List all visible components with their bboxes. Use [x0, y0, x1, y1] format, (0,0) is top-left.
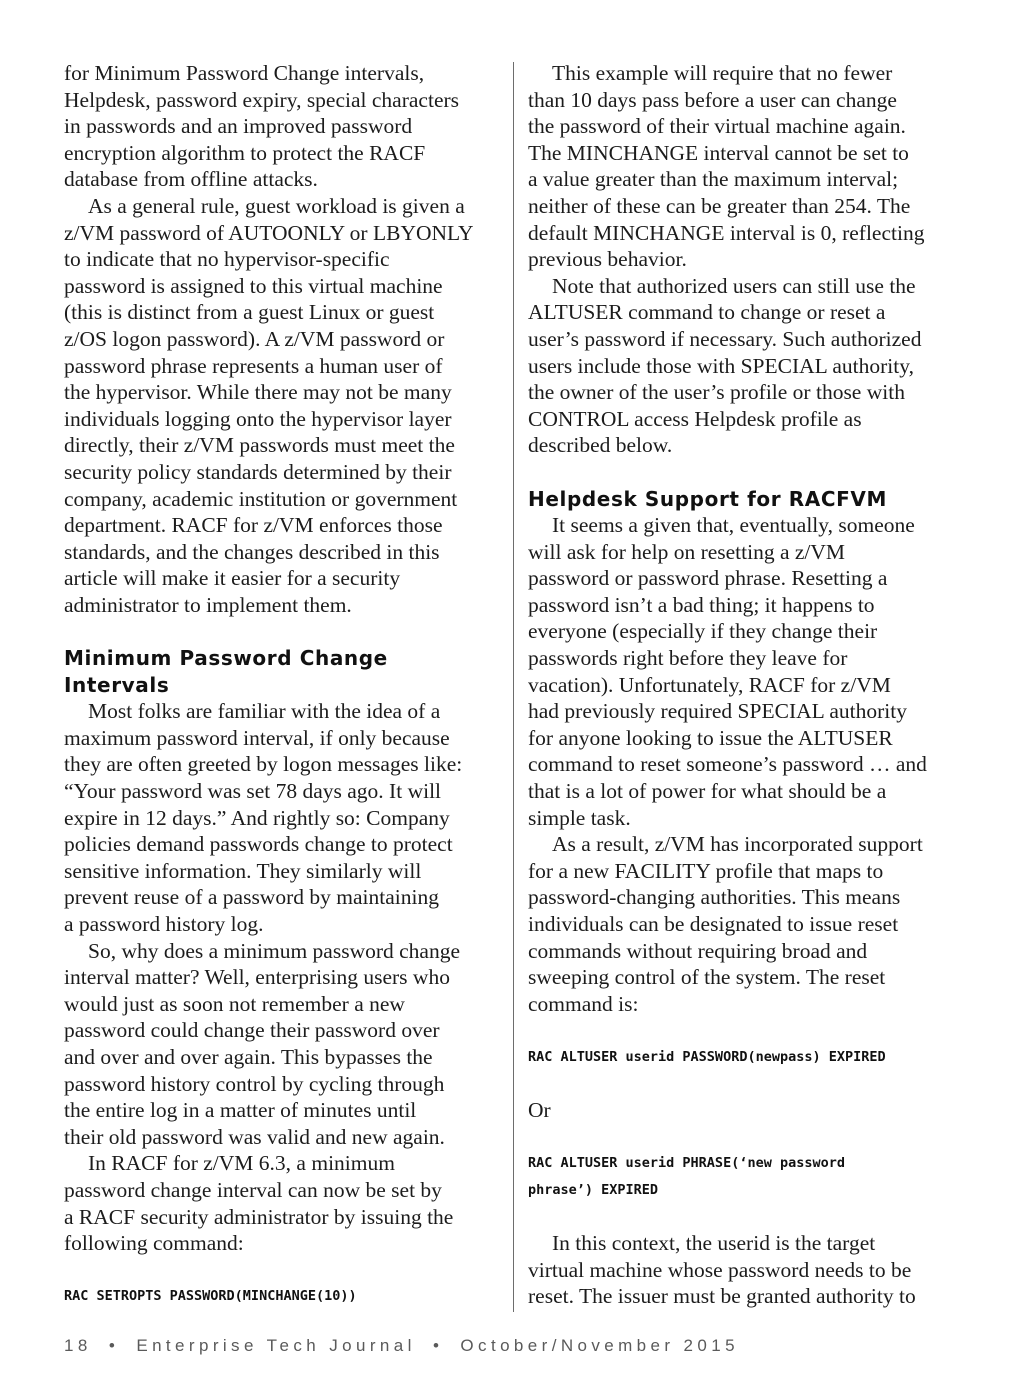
or-text: Or [528, 1098, 551, 1123]
text-line: individuals logging onto the hypervisor layer [64, 406, 452, 431]
text-line: following command: [64, 1231, 244, 1256]
text-line: command is: [528, 991, 639, 1016]
text-line: “Your password was set 78 days ago. It will [64, 779, 442, 804]
text-line: everyone (especially if they change their [528, 619, 878, 644]
text-line: As a result, z/VM has incorporated support [552, 832, 923, 857]
text-line: individuals can be designated to issue reset [528, 912, 899, 936]
example-paragraph [528, 60, 968, 273]
altuser-phrase-command [528, 1150, 968, 1203]
journal-name: Enterprise Tech Journal [136, 1336, 416, 1355]
text-line: vacation). Unfortunately, RACF for z/VM [528, 672, 891, 697]
footer-bullet: • [108, 1336, 120, 1355]
paragraph-spacer [528, 459, 968, 486]
text-line: password or password phrase. Resetting a [528, 566, 888, 591]
text-line: and over and over again. This bypasses the [64, 1044, 433, 1069]
text-line: they are often greeted by logon messages like: [64, 752, 463, 777]
text-line: company, academic institution or government [64, 486, 458, 511]
text-line: article will make it easier for a security [64, 566, 401, 591]
text-line: password is assigned to this virtual machine [64, 273, 443, 298]
text-line: default MINCHANGE interval is 0, reflecting [528, 220, 925, 245]
text-line: In this context, the userid is the target [552, 1231, 876, 1256]
text-line: expire in 12 days.” And rightly so: Company [64, 805, 450, 830]
text-line: As a general rule, guest workload is given a [88, 193, 465, 218]
text-line: a value greater than the maximum interval; [528, 167, 899, 192]
text-line: would just as soon not remember a new [64, 991, 405, 1016]
altuser-password-command: RAC ALTUSER userid PASSWORD(newpass) EXPIRED [528, 1048, 886, 1065]
code-line: RAC ALTUSER userid PHRASE(‘new password [528, 1155, 845, 1172]
text-line: sweeping control of the system. The reset [528, 965, 886, 990]
text-line: than 10 days pass before a user can change [528, 87, 897, 112]
text-line: Note that authorized users can still use the [552, 273, 916, 298]
text-line: maximum password interval, if only because [64, 725, 450, 750]
text-line: password isn’t a bad thing; it happens to [528, 592, 875, 617]
paragraph-spacer [528, 1204, 968, 1231]
right-column [528, 60, 968, 1310]
page-number: 18 [64, 1336, 92, 1355]
text-line: in passwords and an improved password [64, 114, 413, 139]
text-line: for anyone looking to issue the ALTUSER [528, 725, 893, 750]
text-line: a RACF security administrator by issuing the [64, 1204, 454, 1229]
text-line: the password of their virtual machine again. [528, 114, 906, 139]
text-line: a password history log. [64, 912, 264, 936]
text-line: the owner of the user’s profile or those with [528, 380, 905, 405]
text-line: password history control by cycling through [64, 1071, 445, 1096]
text-line: password phrase represents a human user of [64, 353, 443, 378]
footer-bullet: • [432, 1336, 444, 1355]
racf-paragraph [64, 1150, 500, 1256]
section-heading-helpdesk: Helpdesk Support for RACFVM [528, 486, 887, 511]
paragraph-spacer [64, 1257, 500, 1284]
text-line: virtual machine whose password needs to be [528, 1257, 912, 1282]
text-line: password-changing authorities. This means [528, 885, 901, 910]
text-line: policies demand passwords change to protect [64, 832, 453, 857]
text-line: sensitive information. They similarly will [64, 858, 422, 883]
text-line: simple task. [528, 805, 631, 830]
text-line: CONTROL access Helpdesk profile as [528, 406, 862, 431]
text-line: ALTUSER command to change or reset a [528, 300, 886, 325]
code-line: phrase’) EXPIRED [528, 1181, 659, 1198]
column-divider [513, 62, 514, 1312]
text-line: that is a lot of power for what should be a [528, 779, 887, 804]
issue-date: October/November 2015 [460, 1336, 739, 1355]
result-paragraph [528, 831, 968, 1017]
page-footer [64, 1336, 739, 1356]
paragraph-spacer [528, 1124, 968, 1151]
left-column [64, 60, 500, 1310]
paragraph-spacer [528, 1071, 968, 1098]
text-line: It seems a given that, eventually, someone [552, 513, 915, 538]
note-paragraph [528, 273, 968, 459]
text-line: database from offline attacks. [64, 167, 318, 192]
text-line: z/OS logon password). A z/VM password or [64, 326, 445, 351]
text-line: previous behavior. [528, 247, 687, 272]
text-line: department. RACF for z/VM enforces those [64, 513, 443, 538]
text-line: command to reset someone’s password … and [528, 752, 927, 777]
text-line: The MINCHANGE interval cannot be set to [528, 140, 909, 165]
text-line: their old password was valid and new again. [64, 1124, 445, 1149]
text-line: for a new FACILITY profile that maps to [528, 858, 884, 883]
text-line: the entire log in a matter of minutes until [64, 1098, 417, 1123]
text-line: So, why does a minimum password change [88, 938, 461, 963]
text-line: standards, and the changes described in this [64, 539, 440, 564]
text-line: security policy standards determined by their [64, 459, 452, 484]
text-line: Most folks are familiar with the idea of a [88, 699, 441, 724]
text-line: interval matter? Well, enterprising users who [64, 965, 450, 990]
intro-paragraph [64, 60, 500, 193]
text-line: In RACF for z/VM 6.3, a minimum [88, 1151, 395, 1176]
text-line: users include those with SPECIAL authority, [528, 353, 914, 378]
text-line: administrator to implement them. [64, 592, 352, 617]
text-line: encryption algorithm to protect the RACF [64, 140, 426, 165]
text-line: z/VM password of AUTOONLY or LBYONLY [64, 220, 474, 245]
guest-workload-paragraph [64, 193, 500, 619]
text-line: (this is distinct from a guest Linux or guest [64, 300, 435, 325]
text-line: directly, their z/VM passwords must meet the [64, 433, 455, 458]
text-line: described below. [528, 433, 673, 458]
text-line: passwords right before they leave for [528, 646, 848, 671]
text-line: neither of these can be greater than 254. The [528, 193, 911, 218]
context-paragraph [528, 1230, 968, 1310]
helpdesk-paragraph [528, 512, 968, 831]
text-line: reset. The issuer must be granted authority to [528, 1284, 916, 1309]
text-line: the hypervisor. While there may not be many [64, 380, 452, 405]
text-line: prevent reuse of a password by maintaining [64, 885, 439, 910]
section-heading-min-password [64, 645, 500, 698]
text-line: user’s password if necessary. Such authorized [528, 326, 922, 351]
setropts-command: RAC SETROPTS PASSWORD(MINCHANGE(10)) [64, 1288, 357, 1305]
paragraph-spacer [64, 618, 500, 645]
text-line: password could change their password over [64, 1018, 440, 1043]
text-line: will ask for help on resetting a z/VM [528, 539, 846, 564]
heading-line: Intervals [64, 672, 170, 697]
familiar-paragraph [64, 698, 500, 937]
heading-line: Minimum Password Change [64, 646, 388, 671]
text-line: for Minimum Password Change intervals, [64, 61, 425, 85]
text-line: to indicate that no hypervisor-specific [64, 247, 390, 272]
paragraph-spacer [528, 1017, 968, 1044]
text-line: Helpdesk, password expiry, special characters [64, 87, 460, 112]
text-line: This example will require that no fewer [552, 61, 893, 85]
text-line: password change interval can now be set by [64, 1177, 442, 1202]
why-paragraph [64, 938, 500, 1151]
text-line: had previously required SPECIAL authority [528, 699, 907, 724]
text-line: commands without requiring broad and [528, 938, 868, 963]
